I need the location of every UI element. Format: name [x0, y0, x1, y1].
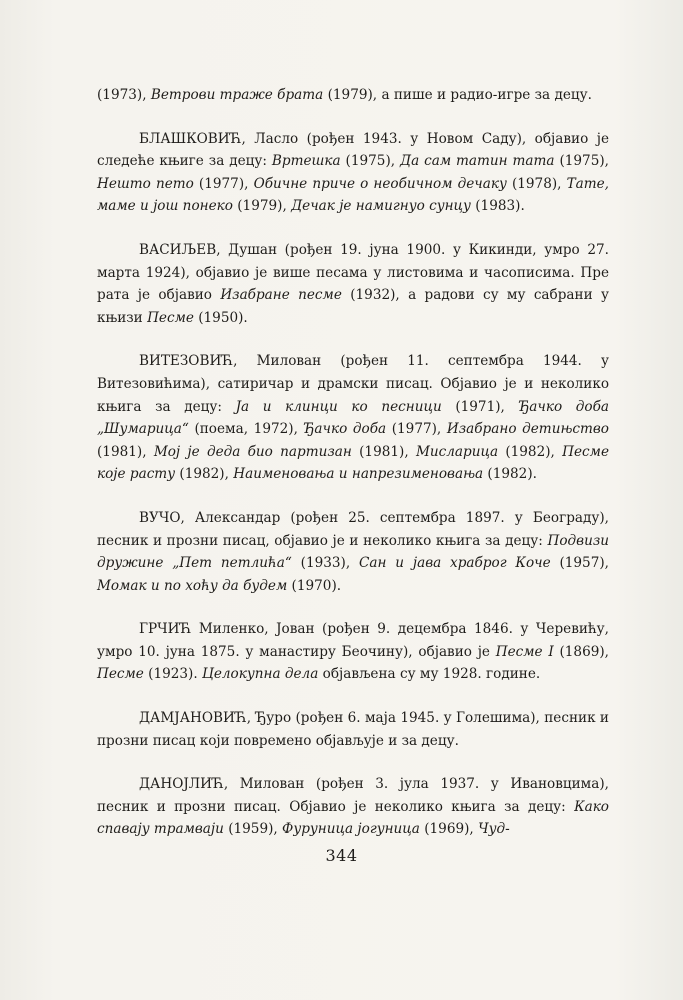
- italic-title-text: Наименовања и напрезименовања: [233, 466, 484, 483]
- italic-title-text: Песме: [97, 666, 144, 683]
- italic-title-text: Ветрови траже брата: [150, 87, 324, 103]
- entry-text: ДАНОЈЛИЋ, Милован (рођен 3. јула 1937. у Ивановцима), песник и прозни писац. Објавио је неколико књига за децу:: [97, 776, 609, 815]
- entry-text: ВИТЕЗОВИЋ, Милован (рођен 11. септембра 1944. у Витезовићима), сатиричар и драмски писац. Објавио је и неколико књига за децу:: [97, 353, 609, 415]
- entry-text: (1959),: [223, 821, 283, 838]
- italic-title-text: Нешто пето: [97, 175, 194, 192]
- entry-continuation: [97, 84, 609, 107]
- entry-text: (1975),: [554, 153, 609, 170]
- page-number: 344: [325, 846, 358, 865]
- entry-text: (1978),: [506, 175, 567, 192]
- entry-text: ДАМЈАНОВИЋ, Ђуро (рођен 6. маја 1945. у Голешима), песник и прозни писац који повремено објављује и за децу.: [97, 710, 609, 749]
- entry-text: ВУЧО, Александар (рођен 25. септембра 1897. у Београду), песник и прозни писац, објавио је и неколико књига за децу:: [97, 509, 609, 549]
- entry-damjanovic: [97, 707, 609, 752]
- entry-text: (1979), а пише и радио-игре за децу.: [323, 87, 592, 103]
- entry-blaskovic: [97, 128, 609, 218]
- entry-text: (1982),: [498, 443, 563, 460]
- entry-text: (1969),: [419, 821, 479, 838]
- italic-title-text: Дечак је намигнуо сунцу: [291, 198, 471, 215]
- entry-text: (1981),: [97, 443, 154, 460]
- entry-text: БЛАШКОВИЋ, Ласло (рођен 1943. у Новом Саду), објавио је следеће књиге за децу:: [97, 130, 609, 170]
- entry-text: (1970).: [287, 577, 342, 594]
- entry-text: (1971),: [441, 398, 519, 415]
- italic-title-text: Ђачко доба „Шумарица“: [97, 398, 609, 438]
- entry-text: објављена су му 1928. године.: [318, 666, 541, 683]
- entry-text: (поема, 1972),: [188, 421, 304, 438]
- italic-title-text: Тате, маме и још понеко: [97, 175, 610, 215]
- italic-title-text: Песме I: [495, 643, 554, 660]
- italic-title-text: Изабране песме: [220, 287, 342, 304]
- italic-title-text: Ја и клинци ко песници: [235, 398, 442, 415]
- italic-title-text: Ђачко доба: [303, 421, 387, 438]
- italic-title-text: Сан и јава храброг Коче: [359, 555, 551, 572]
- italic-title-text: Мој је деда био партизан: [153, 443, 352, 460]
- italic-title-text: Како спавају трамваји: [97, 798, 609, 838]
- entry-text: (1982),: [175, 466, 234, 483]
- entry-text: ГРЧИЋ Миленко, Јован (рођен 9. децембра 1846. у Черевићу, умро 10. јуна 1875. у манастиру Беочину), објавио је: [97, 621, 609, 660]
- entry-text: (1933),: [291, 555, 360, 572]
- entry-text: (1981),: [351, 443, 416, 460]
- italic-title-text: Фуруница јогуница: [282, 821, 420, 838]
- italic-title-text: Изабрано детињство: [446, 421, 609, 438]
- italic-title-text: Чуд-: [478, 821, 510, 838]
- italic-title-text: Мисларица: [415, 443, 499, 460]
- italic-title-text: Вртешка: [271, 153, 341, 170]
- entry-text: (1957),: [550, 555, 609, 572]
- entry-text: (1977),: [386, 421, 447, 438]
- italic-title-text: Да сам татин тата: [400, 153, 555, 170]
- entry-text: (1983).: [470, 198, 525, 215]
- entry-text: (1977),: [193, 175, 254, 192]
- entry-text: (1979),: [232, 198, 292, 215]
- entry-text: (1982).: [483, 466, 537, 483]
- italic-title-text: Момак и по хоћу да будем: [97, 577, 288, 594]
- entry-text: (1975),: [340, 153, 401, 170]
- entry-text: (1869),: [553, 643, 609, 660]
- entry-text: (1973),: [97, 87, 151, 103]
- entry-danojlic: [97, 773, 609, 841]
- entry-vuco: [97, 507, 609, 597]
- italic-title-text: Обичне приче о необичном дечаку: [253, 175, 507, 192]
- italic-title-text: Целокупна дела: [202, 666, 319, 683]
- entry-vasiljev: [97, 239, 609, 329]
- entry-vitezovic: [97, 350, 609, 486]
- italic-title-text: Песме: [147, 309, 194, 326]
- entry-text: (1950).: [193, 309, 248, 326]
- page-body: [97, 84, 609, 862]
- entry-text: ВАСИЉЕВ, Душан (рођен 19. јуна 1900. у Кикинди, умро 27. марта 1924), објавио је више песама у листовима и часописима. Пре рата је објавио: [97, 241, 609, 304]
- italic-title-text: Подвизи дружине „Пет петлића“: [97, 532, 609, 572]
- entry-text: (1923).: [143, 666, 202, 683]
- italic-title-text: Песме које расту: [97, 443, 609, 483]
- entry-grcic: [97, 618, 609, 686]
- entry-text: (1932), а радови су му сабрани у књизи: [97, 287, 609, 326]
